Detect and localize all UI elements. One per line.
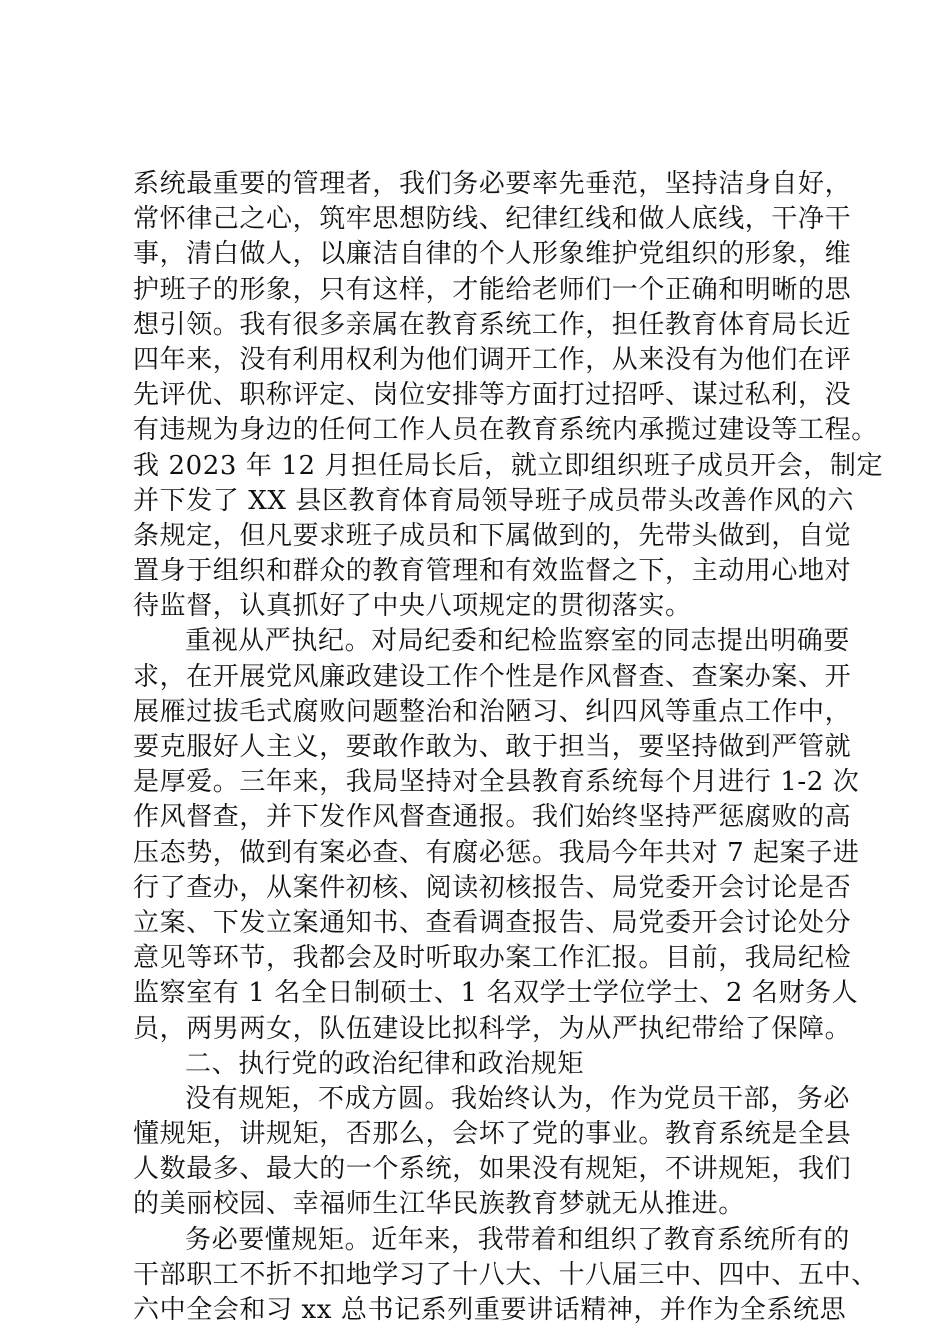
text-line: 先评优、职称评定、岗位安排等方面打过招呼、谋过私利，没: [133, 380, 852, 411]
text-line: 有违规为身边的任何工作人员在教育系统内承揽过建设等工程。: [133, 415, 878, 446]
text-line: 事，清白做人，以廉洁自律的个人形象维护党组织的形象，维: [133, 239, 852, 270]
text-line: 条规定，但凡要求班子成员和下属做到的，先带头做到，自觉: [133, 520, 852, 551]
text-line: 行了查办，从案件初核、阅读初核报告、局党委开会讨论是否: [133, 872, 852, 903]
text-line: 人数最多、最大的一个系统，如果没有规矩，不讲规矩，我们: [133, 1154, 852, 1185]
text-line: 并下发了 XX 县区教育体育局领导班子成员带头改善作风的六: [133, 485, 854, 516]
text-line: 重视从严执纪。对局纪委和纪检监察室的同志提出明确要: [185, 626, 851, 657]
text-line: 员，两男两女，队伍建设比拟科学，为从严执纪带给了保障。: [133, 1013, 852, 1044]
text-line: 作风督查，并下发作风督查通报。我们始终坚持严惩腐败的高: [133, 802, 852, 833]
text-line: 立案、下发立案通知书、查看调查报告、局党委开会讨论处分: [133, 907, 852, 938]
text-line: 常怀律己之心，筑牢思想防线、纪律红线和做人底线，干净干: [133, 204, 852, 235]
text-line: 六中全会和习 xx 总书记系列重要讲话精神，并作为全系统思: [133, 1295, 847, 1325]
text-line: 干部职工不折不扣地学习了十八大、十八届三中、四中、五中、: [133, 1259, 878, 1290]
text-line: 懂规矩，讲规矩，否那么，会坏了党的事业。教育系统是全县: [133, 1119, 852, 1150]
text-line: 系统最重要的管理者，我们务必要率先垂范，坚持洁身自好，: [133, 169, 852, 199]
text-line: 没有规矩，不成方圆。我始终认为，作为党员干部，务必: [185, 1083, 851, 1114]
text-line: 监察室有 1 名全日制硕士、1 名双学士学位学士、2 名财务人: [133, 978, 859, 1009]
text-line: 护班子的形象，只有这样，才能给老师们一个正确和明晰的思: [133, 274, 852, 305]
text-line: 四年来，没有利用权利为他们调开工作，从来没有为他们在评: [133, 344, 852, 375]
text-line: 的美丽校园、幸福师生江华民族教育梦就无从推进。: [133, 1189, 745, 1220]
body-text: [133, 167, 884, 1328]
text-line: 务必要懂规矩。近年来，我带着和组织了教育系统所有的: [185, 1224, 851, 1255]
text-line: 我 2023 年 12 月担任局长后，就立即组织班子成员开会，制定: [133, 450, 884, 481]
text-line: 二、执行党的政治纪律和政治规矩: [185, 1048, 585, 1079]
text-line: 待监督，认真抓好了中央八项规定的贯彻落实。: [133, 591, 692, 622]
text-line: 要克服好人主义，要敢作敢为、敢于担当，要坚持做到严管就: [133, 732, 852, 762]
text-line: 压态势，做到有案必查、有腐必惩。我局今年共对 7 起案子进: [133, 837, 860, 868]
text-line: 置身于组织和群众的教育管理和有效监督之下，主动用心地对: [133, 556, 852, 587]
text-line: 展雁过拔毛式腐败问题整治和治陋习、纠四风等重点工作中，: [133, 696, 852, 727]
text-line: 是厚爱。三年来，我局坚持对全县教育系统每个月进行 1-2 次: [133, 767, 860, 798]
text-line: 想引领。我有很多亲属在教育系统工作，担任教育体育局长近: [133, 309, 852, 340]
text-line: 求，在开展党风廉政建设工作个性是作风督查、查案办案、开: [133, 661, 852, 692]
text-line: 意见等环节，我都会及时听取办案工作汇报。目前，我局纪检: [133, 943, 852, 974]
